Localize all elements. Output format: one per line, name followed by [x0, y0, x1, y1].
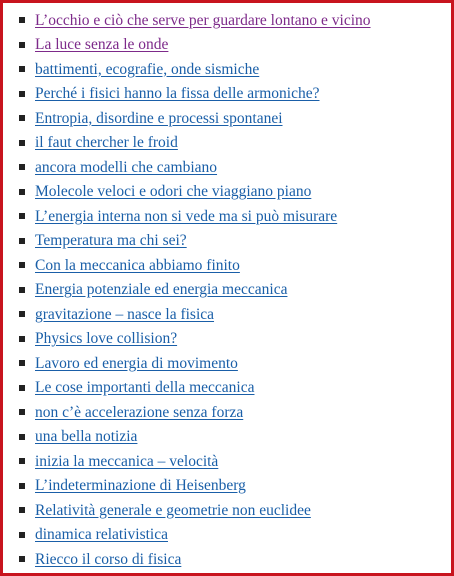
list-item	[19, 498, 449, 523]
post-link[interactable]: battimenti, ecografie, onde sismiche	[35, 60, 260, 78]
list-item	[19, 449, 449, 474]
bullet-icon	[19, 532, 25, 538]
post-link[interactable]: non c’è accelerazione senza forza	[35, 403, 244, 421]
list-item	[19, 327, 449, 352]
bullet-icon	[19, 556, 25, 562]
list-item	[19, 547, 449, 572]
post-link[interactable]: una bella notizia	[35, 428, 138, 445]
list-item	[19, 82, 449, 107]
bullet-icon	[19, 213, 25, 219]
post-link[interactable]: Le cose importanti della meccanica	[35, 379, 255, 396]
bullet-icon	[19, 336, 25, 342]
list-item	[19, 131, 449, 156]
list-item	[19, 106, 449, 131]
list-item	[19, 474, 449, 499]
post-link[interactable]: Con la meccanica abbiamo finito	[35, 256, 240, 274]
bullet-icon	[19, 42, 25, 48]
post-link[interactable]: Relatività generale e geometrie non euclidee	[35, 501, 311, 519]
post-link[interactable]: L’energia interna non si vede ma si può misurare	[35, 207, 338, 225]
post-link[interactable]: L’occhio e ciò che serve per guardare lontano e vicino	[35, 11, 371, 29]
list-item	[19, 376, 449, 401]
bullet-icon	[19, 262, 25, 268]
post-link[interactable]: Temperatura ma chi sei?	[35, 232, 187, 249]
post-link[interactable]: Molecole veloci e odori che viaggiano piano	[35, 183, 312, 200]
list-item	[19, 425, 449, 450]
post-link[interactable]: gravitazione – nasce la fisica	[35, 305, 215, 323]
post-link[interactable]: Perché i fisici hanno la fissa delle armoniche?	[35, 85, 320, 102]
post-link[interactable]: inizia la meccanica – velocità	[35, 452, 219, 470]
post-link[interactable]: Physics love collision?	[35, 330, 178, 347]
bullet-icon	[19, 360, 25, 366]
list-item	[19, 278, 449, 303]
bullet-icon	[19, 115, 25, 121]
bullet-icon	[19, 385, 25, 391]
list-item	[19, 351, 449, 376]
bullet-icon	[19, 409, 25, 415]
bullet-icon	[19, 91, 25, 97]
list-item	[19, 523, 449, 548]
bullet-icon	[19, 434, 25, 440]
post-link[interactable]: L’indeterminazione di Heisenberg	[35, 477, 246, 494]
list-item	[19, 204, 449, 229]
bullet-icon	[19, 287, 25, 293]
post-link[interactable]: Entropia, disordine e processi spontanei	[35, 109, 283, 127]
bullet-icon	[19, 507, 25, 513]
bullet-icon	[19, 140, 25, 146]
post-link[interactable]: Energia potenziale ed energia meccanica	[35, 281, 288, 298]
list-item	[19, 8, 449, 33]
list-item	[19, 155, 449, 180]
bullet-icon	[19, 164, 25, 170]
bullet-icon	[19, 66, 25, 72]
bullet-icon	[19, 238, 25, 244]
post-link[interactable]: ancora modelli che cambiano	[35, 158, 218, 176]
list-item	[19, 253, 449, 278]
post-link[interactable]: Riecco il corso di fisica	[35, 550, 182, 568]
post-link[interactable]: La luce senza le onde	[35, 36, 169, 53]
list-item	[19, 229, 449, 254]
list-item	[19, 33, 449, 58]
list-item	[19, 302, 449, 327]
bullet-icon	[19, 483, 25, 489]
list-item	[19, 57, 449, 82]
bullet-icon	[19, 189, 25, 195]
bullet-icon	[19, 311, 25, 317]
list-item	[19, 180, 449, 205]
post-link[interactable]: il faut chercher le froid	[35, 134, 178, 151]
bullet-icon	[19, 17, 25, 23]
bullet-icon	[19, 458, 25, 464]
recent-posts-list	[19, 8, 449, 572]
post-link[interactable]: Lavoro ed energia di movimento	[35, 354, 238, 372]
post-link[interactable]: dinamica relativistica	[35, 526, 168, 543]
list-item	[19, 400, 449, 425]
